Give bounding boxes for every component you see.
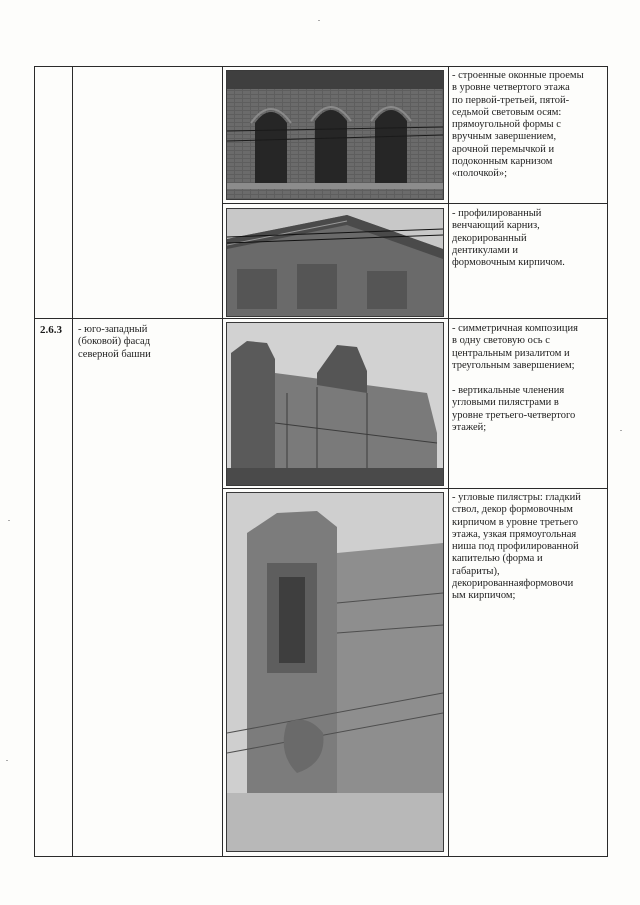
table-top-border [34, 66, 608, 67]
scan-speck [6, 760, 8, 761]
scan-speck [318, 20, 320, 21]
tower-facade-image [227, 323, 443, 485]
table-right-border [607, 66, 608, 856]
scan-speck [8, 520, 10, 521]
row3-description-1: - симметричная композиция в одну световую ось с центральным ризалитом и треугольным завершением; [452, 323, 578, 371]
col-separator-2 [222, 66, 223, 856]
table-left-border [34, 66, 35, 856]
row1-description: - строенные оконные проемы в уровне четвертого этажа по первой-третьей, пятой- седьмой световым осям: прямоугольной формы с вручным завершением, арочной перемычкой и подоконным карнизом «полочкой»; [452, 70, 584, 180]
photo-crowning-cornice [226, 208, 444, 317]
row-separator-1 [222, 203, 607, 204]
row-separator-2 [34, 318, 608, 319]
photo-corner-pilasters [226, 492, 444, 852]
cornice-image [227, 209, 443, 316]
row2-description: - профилированный венчающий карниз, декорированный дентикулами и формовочным кирпичом. [452, 208, 565, 269]
row4-description: - угловые пилястры: гладкий ствол, декор формовочным кирпичом в уровне третьего этажа, узкая прямоугольная ниша под профилированной капителью (форма и габариты), декорированнаяформовочи ым кирпичом; [452, 492, 581, 602]
table-bottom-border [34, 856, 608, 857]
row3-element: - юго-западный (боковой) фасад северной башни [78, 324, 151, 360]
section-number: 2.6.3 [40, 324, 62, 336]
col-separator-3 [448, 66, 449, 856]
row3-description-2: - вертикальные членения угловыми пилястрами в уровне третьего-четвертого этажей; [452, 385, 576, 433]
facade-arched-windows-image [227, 71, 443, 199]
col-separator-1 [72, 66, 73, 856]
scan-speck [620, 430, 622, 431]
row-separator-3 [222, 488, 607, 489]
photo-southwest-facade [226, 322, 444, 486]
photo-window-openings [226, 70, 444, 200]
pilaster-closeup-image [227, 493, 443, 851]
